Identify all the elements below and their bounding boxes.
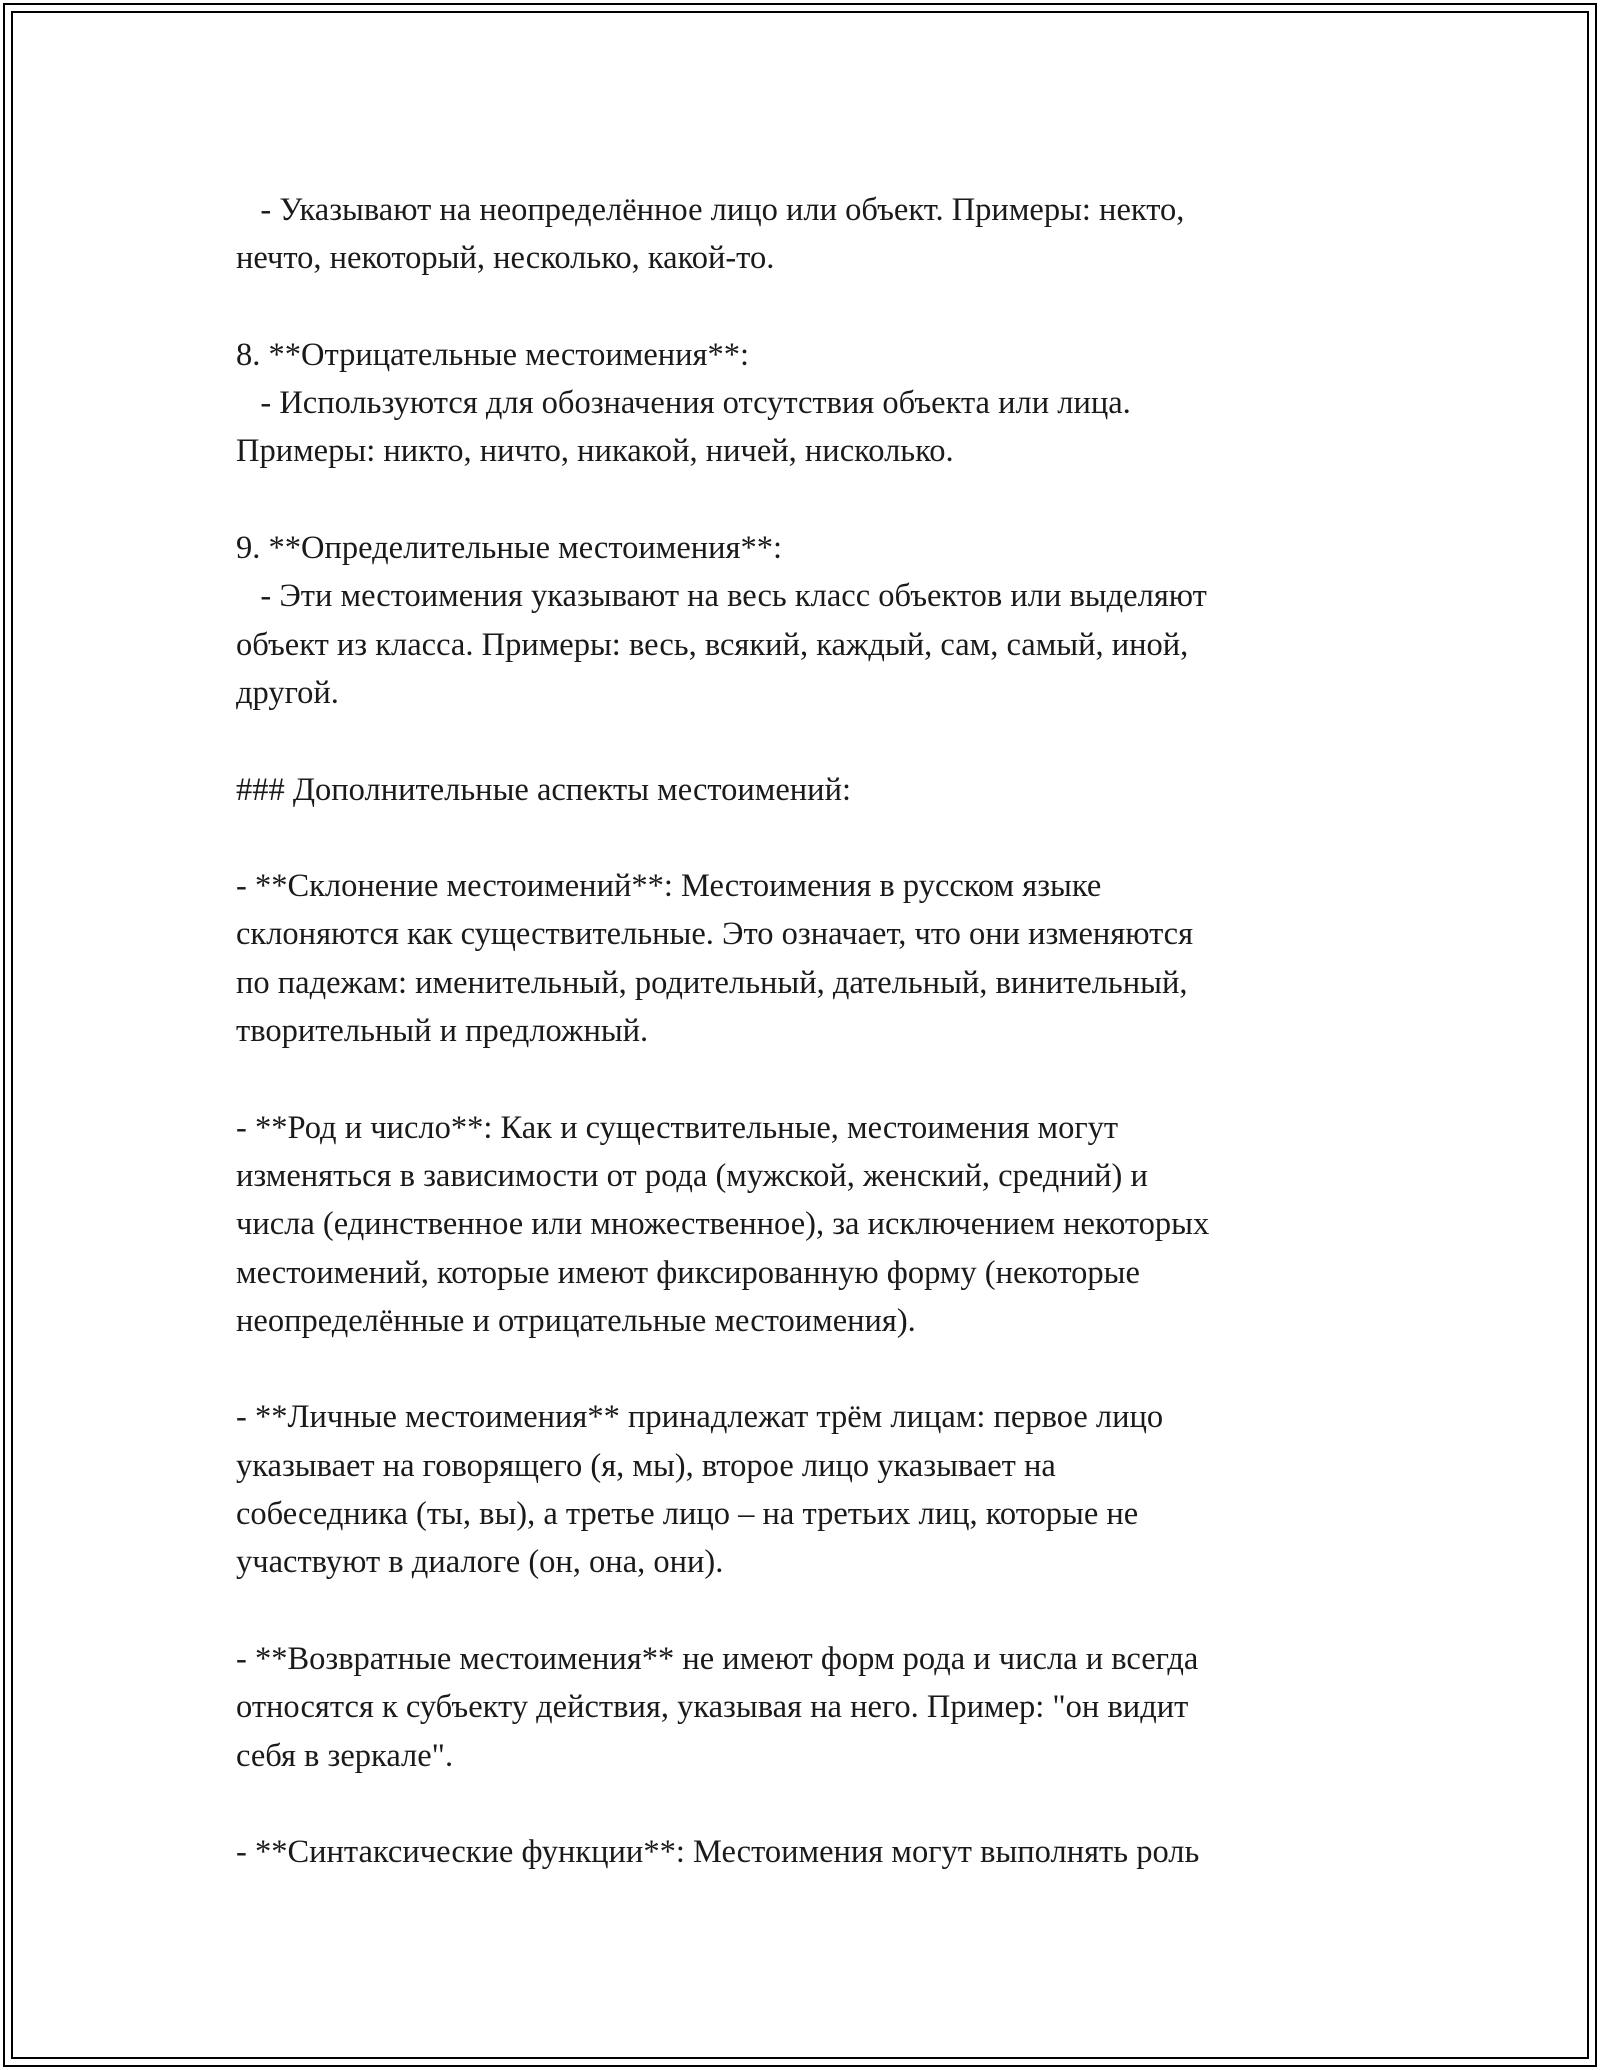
paragraph	[236, 1635, 1376, 1780]
text-line: местоимений, которые имеют фиксированную форму (некоторые	[236, 1254, 1140, 1291]
text-line: объект из класса. Примеры: весь, всякий, каждый, сам, самый, иной,	[236, 626, 1189, 663]
text-line: себя в зеркале".	[236, 1737, 454, 1774]
text-line: изменяться в зависимости от рода (мужской, женский, средний) и	[236, 1157, 1148, 1194]
text-line: - **Синтаксические функции**: Местоимения могут выполнять роль	[236, 1834, 1200, 1871]
text-line: относятся к субъекту действия, указывая на него. Пример: "он видит	[236, 1689, 1189, 1726]
text-line: - Эти местоимения указывают на весь класс объектов или выделяют	[236, 578, 1207, 615]
text-line: указывает на говорящего (я, мы), второе лицо указывает на	[236, 1447, 1056, 1484]
paragraph-gap	[236, 1587, 1376, 1635]
paragraph-gap	[236, 1345, 1376, 1393]
text-line: склоняются как существительные. Это означает, что они изменяются	[236, 916, 1194, 953]
text-line: - Используются для обозначения отсутствия объекта или лица.	[236, 385, 1131, 422]
paragraph	[236, 1104, 1376, 1345]
document-body	[236, 186, 1376, 1876]
paragraph	[236, 186, 1376, 283]
paragraph	[236, 862, 1376, 1055]
paragraph-gap	[236, 1780, 1376, 1828]
text-line: участвуют в диалоге (он, она, они).	[236, 1544, 724, 1581]
paragraph	[236, 331, 1376, 476]
paragraph-gap	[236, 814, 1376, 862]
text-line: - **Склонение местоимений**: Местоимения в русском языке	[236, 868, 1102, 905]
paragraph-gap	[236, 283, 1376, 331]
text-line: - **Род и число**: Как и существительные, местоимения могут	[236, 1109, 1119, 1146]
text-line: нечто, некоторый, несколько, какой-то.	[236, 240, 775, 277]
text-line: другой.	[236, 674, 339, 711]
paragraph-gap	[236, 1055, 1376, 1103]
paragraph	[236, 1393, 1376, 1586]
paragraph-gap	[236, 717, 1376, 765]
paragraph	[236, 1828, 1376, 1876]
text-line: Примеры: никто, ничто, никакой, ничей, нисколько.	[236, 433, 954, 470]
list-heading: 8. **Отрицательные местоимения**:	[236, 336, 750, 373]
section-heading: ### Дополнительные аспекты местоимений:	[236, 771, 851, 808]
text-line: творительный и предложный.	[236, 1013, 649, 1050]
text-line: - **Возвратные местоимения** не имеют форм рода и числа и всегда	[236, 1640, 1199, 1677]
text-line: собеседника (ты, вы), а третье лицо – на третьих лиц, которые не	[236, 1496, 1139, 1533]
text-line: по падежам: именительный, родительный, дательный, винительный,	[236, 964, 1188, 1001]
text-line: числа (единственное или множественное), за исключением некоторых	[236, 1206, 1210, 1243]
paragraph-gap	[236, 476, 1376, 524]
text-line: - Указывают на неопределённое лицо или объект. Примеры: некто,	[236, 192, 1185, 228]
paragraph	[236, 524, 1376, 717]
text-line: неопределённые и отрицательные местоимения).	[236, 1302, 916, 1339]
list-heading: 9. **Определительные местоимения**:	[236, 530, 783, 567]
paragraph	[236, 766, 1376, 814]
text-line: - **Личные местоимения** принадлежат трём лицам: первое лицо	[236, 1399, 1164, 1436]
